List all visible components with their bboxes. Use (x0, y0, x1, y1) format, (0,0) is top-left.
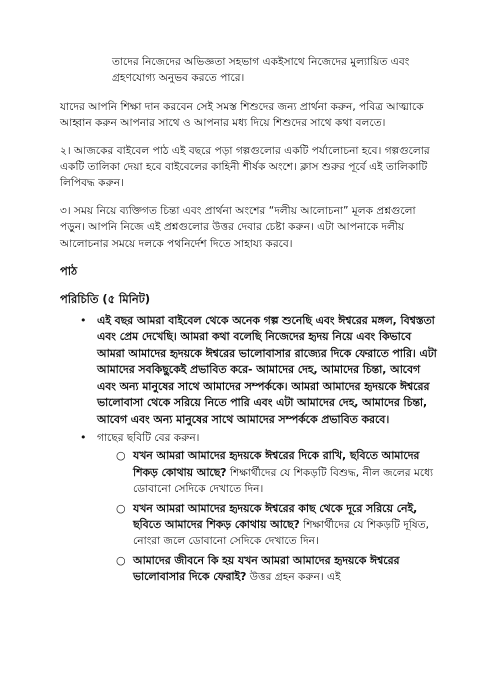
sub-bullet-text (133, 501, 441, 550)
introduction-heading: পরিচিতি (৫ মিনিট) (60, 292, 151, 307)
list-item (116, 501, 441, 550)
sub-bullet-marker: ○ (116, 501, 126, 515)
list-item (60, 430, 441, 446)
intro-continuation: তাদের নিজেদের অভিজ্ঞতা সহভাগ একইসাথে নিজেদের মুল্যায়িত এবং গ্রহণযোগ্য অনুভব করতে পারে। (112, 56, 410, 85)
lesson-heading: পাঠ (60, 264, 78, 279)
list-item (116, 448, 441, 497)
sub-bullet-marker: ○ (116, 449, 126, 463)
reflection-paragraph: ৩। সময় নিয়ে ব্যক্তিগত চিন্তা এবং প্রার্থনা অংশের “দলীয় আলোচনা” মূলক প্রশ্নগুলো পড়ুন। আপনি নিজে এই প্রশ্নগুলোর উত্তর দেবার চেষ্টা করুন। এটা আপনাকে দলীয় আলোচনার সময়ে দলকে পথনির্দেশ দিতে সাহায্য করবে। (60, 204, 416, 250)
bullet-marker: • (80, 430, 87, 444)
question-text: আমাদের জীবনে কি হয় যখন আমরা আমাদের হৃদয়কে ঈশ্বরের ভালোবাসার দিকে ফেরাই? (133, 553, 400, 584)
bullet-marker: • (80, 314, 87, 328)
sub-bullet-text (133, 448, 441, 497)
instruction-text: শিক্ষার্থীদের যে শিকড়টি বিশুদ্ধ, নীল জলের মধ্যে ডোবানো সেদিকে দেখাতে দিন। (133, 466, 434, 496)
bible-review-paragraph: ২। আজকের বাইবেল পাঠ এই বছরে পড়া গল্পগুলোর একটি পর্যালোচনা হবে। গল্পগুলোর একটি তালিকা দেয়া হবে বাইবেলের কাহিনী শীর্ষক অংশে। ক্লাস শুরুর পূর্বে এই তালিকাটি লিপিবদ্ধ করুন। (60, 144, 430, 190)
bullet-list (60, 313, 441, 446)
instruction-text: শিক্ষার্থীদের যে শিকড়টি দূষিত, নোংরা জলে ডোবানো সেদিকে দেখাতে দিন। (133, 518, 430, 548)
list-item (60, 313, 441, 428)
list-item (116, 553, 441, 586)
sub-bullet-text (133, 553, 441, 586)
question-text: যখন আমরা আমাদের হৃদয়কে ঈশ্বরের দিকে রাখি, ছবিতে আমাদের শিকড় কোথায় আছে? (133, 449, 420, 479)
question-text: যখন আমরা আমাদের হৃদয়কে ঈশ্বরের কাছ থেকে দূরে সরিয়ে নেই, ছবিতে আমাদের শিকড় কোথায় আছে? (133, 501, 418, 531)
instruction-text: উত্তর গ্রহন করুন। এই (246, 571, 341, 584)
prayer-paragraph: যাদের আপনি শিক্ষা দান করবেন সেই সমস্ত শিশুদের জন্য প্রার্থনা করুন, পবিত্র আত্মাকে আহ্বান করুন আপনার সাথে ও আপনার মধ্য দিয়ে শিশুদের সাথে কথা বলতে। (60, 100, 424, 130)
bullet-text: এই বছর আমরা বাইবেল থেকে অনেক গল্প শুনেছি এবং ঈশ্বরের মঙ্গল, বিশ্বস্ততা এবং প্রেম দেখেছি। আমরা কথা বলেছি নিজেদের হৃদয় নিয়ে এবং কিভাবে আমরা আমাদের হৃদয়কে ঈশ্বরের ভালোবাসার রাজ্যের দিকে ফেরাতে পারি। এটা আমাদের সবকিছুকেই প্রভাবিত করে- আমাদের দেহ, আমাদের চিন্তা, আবেগ এবং অন্য মানুষের সাথে আমাদের সম্পর্ককে। আমরা আমাদের হৃদয়কে ঈশ্বরের ভালোবাসা থেকে সরিয়ে নিতে পারি এবং এটা আমাদের দেহ, আমাদের চিন্তা, আবেগ এবং অন্য মানুষের সাথে আমাদের সম্পর্ককে প্রভাবিত করবে। (97, 314, 437, 426)
sub-bullet-list (60, 448, 441, 585)
sub-bullet-marker: ○ (116, 553, 126, 567)
bullet-text: গাছের ছবিটি বের করুন। (97, 431, 200, 444)
